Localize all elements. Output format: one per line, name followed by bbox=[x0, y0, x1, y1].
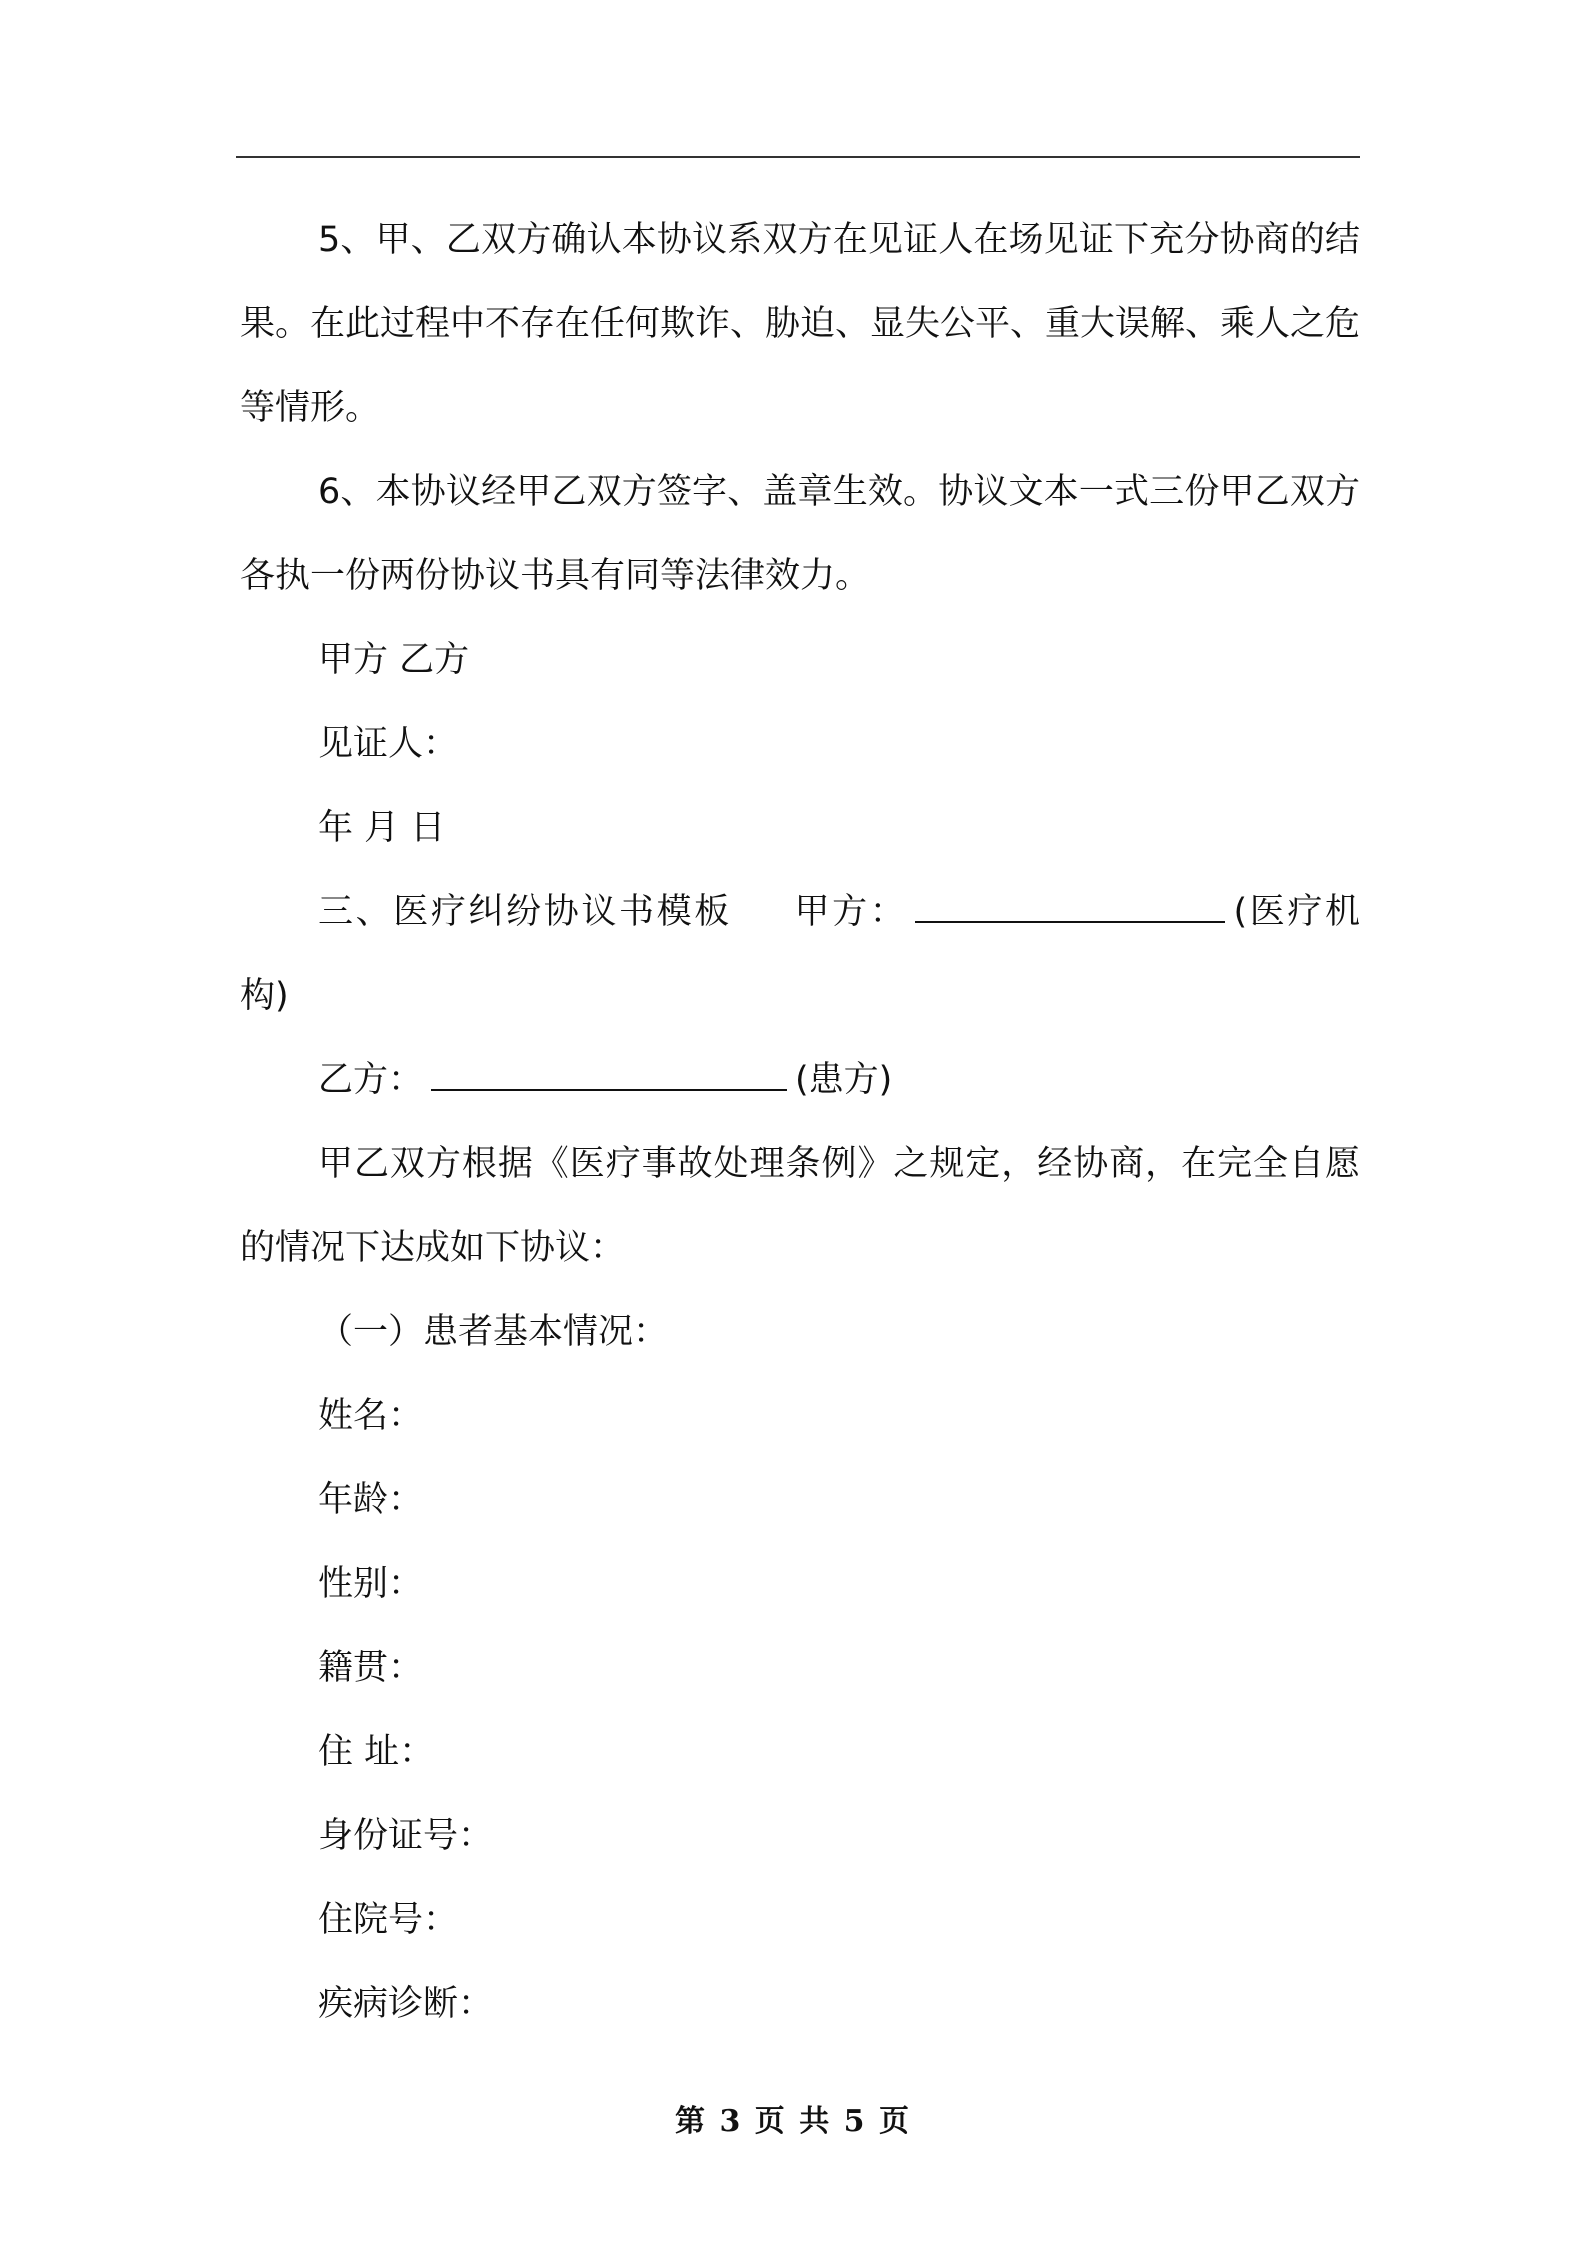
clause-6: 6、本协议经甲乙双方签字、盖章生效。协议文本一式三份甲乙双方各执一份两份协议书具有同等法律效力。 bbox=[240, 472, 1360, 596]
page-number: 第 3 页 共 5 页 bbox=[675, 2104, 911, 2139]
party-b-line bbox=[240, 1038, 1360, 1122]
patient-info-heading: （一）患者基本情况： bbox=[318, 1312, 669, 1352]
party-a-label: 甲方： bbox=[791, 892, 908, 932]
field-native-place: 籍贯： bbox=[318, 1648, 424, 1688]
document-body bbox=[240, 198, 1360, 2046]
field-admission-number: 住院号： bbox=[318, 1900, 459, 1940]
party-b-blank bbox=[431, 1053, 787, 1091]
date-line: 年 月 日 bbox=[318, 808, 446, 848]
party-a-blank bbox=[915, 885, 1225, 923]
section-title: 三、医疗纠纷协议书模板 bbox=[318, 892, 732, 932]
header-rule bbox=[236, 156, 1360, 158]
field-name: 姓名： bbox=[318, 1396, 424, 1436]
clause-5: 5、甲、乙双方确认本协议系双方在见证人在场见证下充分协商的结果。在此过程中不存在任何欺诈、胁迫、显失公平、重大误解、乘人之危等情形。 bbox=[240, 220, 1361, 428]
field-address: 住 址： bbox=[318, 1732, 435, 1772]
template-heading-party-a bbox=[240, 870, 1360, 1038]
party-b-label: 乙方： bbox=[318, 1060, 424, 1100]
agreement-preamble: 甲乙双方根据《医疗事故处理条例》之规定，经协商，在完全自愿的情况下达成如下协议： bbox=[240, 1144, 1360, 1268]
witness-line: 见证人： bbox=[318, 724, 459, 764]
field-gender: 性别： bbox=[318, 1564, 424, 1604]
field-id-number: 身份证号： bbox=[318, 1816, 494, 1856]
field-age: 年龄： bbox=[318, 1480, 424, 1520]
field-diagnosis: 疾病诊断： bbox=[318, 1984, 494, 2024]
party-a-suffix: (医疗机构) bbox=[240, 892, 1360, 1016]
party-signature-line: 甲方 乙方 bbox=[318, 640, 470, 680]
party-b-suffix: (患方) bbox=[795, 1060, 893, 1100]
